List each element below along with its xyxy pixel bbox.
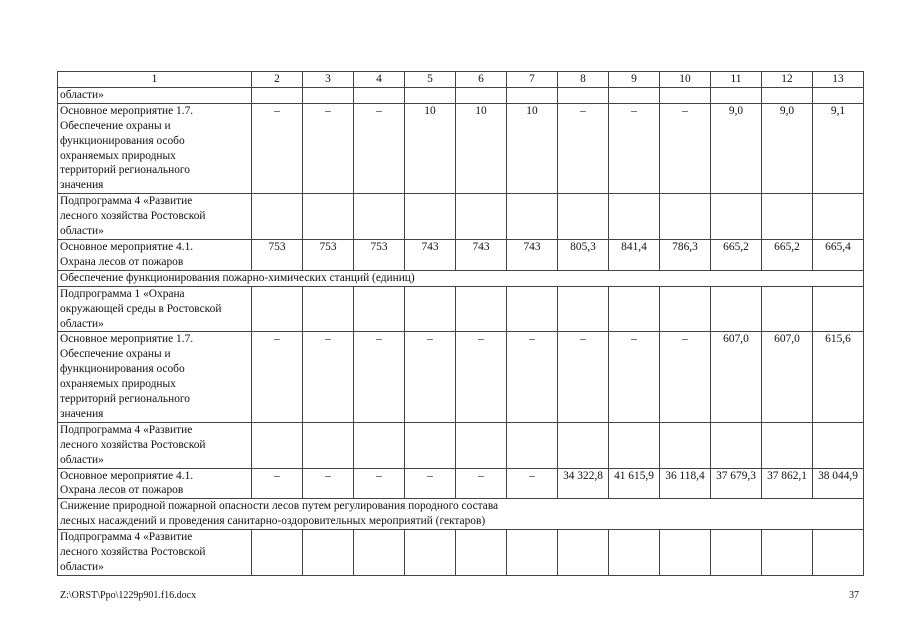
- value-cell: –: [252, 103, 303, 193]
- value-cell: –: [609, 103, 660, 193]
- value-cell: [354, 286, 405, 332]
- value-cell: 38 044,9: [813, 468, 864, 499]
- table-header-row: [58, 72, 864, 88]
- row-name-line: лесного хозяйства Ростовской: [60, 438, 206, 451]
- row-name-cell: [58, 194, 252, 240]
- value-cell: [252, 422, 303, 468]
- column-header: 3: [303, 72, 354, 88]
- row-name-line: значения: [60, 179, 104, 192]
- value-cell: 37 862,1: [762, 468, 813, 499]
- value-cell: 36 118,4: [660, 468, 711, 499]
- column-header: 11: [711, 72, 762, 88]
- value-cell: 743: [507, 239, 558, 270]
- value-cell: 607,0: [762, 332, 813, 422]
- row-name-cell: [58, 530, 252, 576]
- value-cell: 665,2: [762, 239, 813, 270]
- table-row: [58, 87, 864, 103]
- value-cell: 9,0: [762, 103, 813, 193]
- row-name-line: охраняемых природных: [60, 149, 176, 162]
- table-row: [58, 270, 864, 286]
- value-cell: [405, 530, 456, 576]
- value-cell: [558, 87, 609, 103]
- section-heading-line: Снижение природной пожарной опасности лесов путем регулирования породного состава: [60, 500, 499, 513]
- row-name-line: функционирования особо: [60, 363, 185, 376]
- value-cell: [507, 530, 558, 576]
- row-name-line: Подпрограмма 1 «Охрана: [60, 287, 185, 300]
- value-cell: [762, 422, 813, 468]
- row-name-line: Охрана лесов от пожаров: [60, 255, 184, 268]
- value-cell: [252, 87, 303, 103]
- column-header: 4: [354, 72, 405, 88]
- value-cell: [405, 194, 456, 240]
- value-cell: [252, 194, 303, 240]
- row-name-cell: [58, 332, 252, 422]
- value-cell: 805,3: [558, 239, 609, 270]
- value-cell: [507, 422, 558, 468]
- column-header: 7: [507, 72, 558, 88]
- section-heading-line: лесных насаждений и проведения санитарно-оздоровительных мероприятий (гектаров): [60, 515, 486, 528]
- column-header: 2: [252, 72, 303, 88]
- value-cell: 10: [456, 103, 507, 193]
- value-cell: [762, 194, 813, 240]
- value-cell: [711, 87, 762, 103]
- section-heading-cell: [58, 270, 864, 286]
- value-cell: –: [609, 332, 660, 422]
- value-cell: 607,0: [711, 332, 762, 422]
- value-cell: 743: [456, 239, 507, 270]
- section-heading-cell: [58, 499, 864, 530]
- value-cell: –: [507, 332, 558, 422]
- value-cell: [711, 194, 762, 240]
- value-cell: [558, 194, 609, 240]
- row-name-line: Обеспечение охраны и: [60, 348, 171, 361]
- value-cell: [813, 286, 864, 332]
- value-cell: [456, 194, 507, 240]
- value-cell: [558, 530, 609, 576]
- row-name-line: Основное мероприятие 1.7.: [60, 333, 194, 346]
- table-row: [58, 422, 864, 468]
- column-header: 5: [405, 72, 456, 88]
- value-cell: [660, 422, 711, 468]
- row-name-line: области»: [60, 225, 104, 238]
- value-cell: [354, 530, 405, 576]
- value-cell: –: [660, 332, 711, 422]
- value-cell: 743: [405, 239, 456, 270]
- value-cell: 665,4: [813, 239, 864, 270]
- value-cell: –: [660, 103, 711, 193]
- value-cell: –: [303, 332, 354, 422]
- value-cell: [405, 87, 456, 103]
- value-cell: [303, 530, 354, 576]
- value-cell: [303, 194, 354, 240]
- row-name-cell: [58, 468, 252, 499]
- table-row: [58, 286, 864, 332]
- value-cell: –: [456, 468, 507, 499]
- value-cell: [405, 286, 456, 332]
- value-cell: [813, 530, 864, 576]
- row-name-line: Основное мероприятие 4.1.: [60, 469, 194, 482]
- value-cell: 34 322,8: [558, 468, 609, 499]
- column-header: 1: [58, 72, 252, 88]
- row-name-line: лесного хозяйства Ростовской: [60, 210, 206, 223]
- row-name-cell: [58, 239, 252, 270]
- value-cell: [303, 286, 354, 332]
- value-cell: [609, 422, 660, 468]
- table-row: [58, 530, 864, 576]
- value-cell: [456, 530, 507, 576]
- value-cell: [609, 87, 660, 103]
- value-cell: –: [405, 332, 456, 422]
- row-name-line: области»: [60, 88, 104, 101]
- row-name-line: лесного хозяйства Ростовской: [60, 546, 206, 559]
- value-cell: 615,6: [813, 332, 864, 422]
- row-name-line: окружающей среды в Ростовской: [60, 302, 222, 315]
- value-cell: [813, 194, 864, 240]
- value-cell: 41 615,9: [609, 468, 660, 499]
- value-cell: [252, 286, 303, 332]
- value-cell: –: [354, 103, 405, 193]
- value-cell: [354, 422, 405, 468]
- row-name-line: области»: [60, 561, 104, 573]
- value-cell: [609, 286, 660, 332]
- row-name-line: территорий регионального: [60, 164, 190, 177]
- value-cell: [609, 530, 660, 576]
- value-cell: –: [252, 468, 303, 499]
- value-cell: 37 679,3: [711, 468, 762, 499]
- value-cell: [456, 87, 507, 103]
- value-cell: [558, 422, 609, 468]
- table-row: [58, 499, 864, 530]
- value-cell: [813, 87, 864, 103]
- column-header: 8: [558, 72, 609, 88]
- value-cell: –: [558, 332, 609, 422]
- table-row: [58, 239, 864, 270]
- value-cell: 841,4: [609, 239, 660, 270]
- table-row: [58, 194, 864, 240]
- value-cell: –: [405, 468, 456, 499]
- value-cell: [762, 87, 813, 103]
- value-cell: –: [252, 332, 303, 422]
- row-name-line: значения: [60, 407, 104, 420]
- page-number: 37: [849, 590, 859, 601]
- row-name-line: Основное мероприятие 4.1.: [60, 240, 194, 253]
- row-name-line: охраняемых природных: [60, 378, 176, 391]
- column-header: 6: [456, 72, 507, 88]
- value-cell: [303, 422, 354, 468]
- value-cell: –: [303, 468, 354, 499]
- value-cell: [405, 422, 456, 468]
- row-name-line: территорий регионального: [60, 393, 190, 406]
- column-header: 12: [762, 72, 813, 88]
- row-name-line: Основное мероприятие 1.7.: [60, 104, 194, 117]
- value-cell: –: [354, 468, 405, 499]
- value-cell: [660, 194, 711, 240]
- value-cell: 665,2: [711, 239, 762, 270]
- value-cell: –: [456, 332, 507, 422]
- table-row: [58, 103, 864, 193]
- value-cell: [354, 194, 405, 240]
- column-header: 10: [660, 72, 711, 88]
- value-cell: 753: [252, 239, 303, 270]
- value-cell: [711, 286, 762, 332]
- value-cell: 10: [405, 103, 456, 193]
- value-cell: [558, 286, 609, 332]
- value-cell: [660, 530, 711, 576]
- row-name-line: области»: [60, 317, 104, 330]
- value-cell: 9,1: [813, 103, 864, 193]
- table-row: [58, 468, 864, 499]
- value-cell: [609, 194, 660, 240]
- section-heading-line: Обеспечение функционирования пожарно-химических станций (единиц): [60, 271, 415, 284]
- value-cell: [762, 286, 813, 332]
- value-cell: [813, 422, 864, 468]
- value-cell: –: [507, 468, 558, 499]
- row-name-line: Подпрограмма 4 «Развитие: [60, 195, 193, 208]
- value-cell: –: [354, 332, 405, 422]
- column-header: 9: [609, 72, 660, 88]
- value-cell: [660, 87, 711, 103]
- row-name-line: Обеспечение охраны и: [60, 119, 171, 132]
- value-cell: 753: [303, 239, 354, 270]
- value-cell: [354, 87, 405, 103]
- value-cell: [252, 530, 303, 576]
- value-cell: [456, 422, 507, 468]
- table-row: [58, 332, 864, 422]
- value-cell: [303, 87, 354, 103]
- row-name-line: Охрана лесов от пожаров: [60, 484, 184, 497]
- row-name-line: области»: [60, 453, 104, 466]
- value-cell: 786,3: [660, 239, 711, 270]
- value-cell: [456, 286, 507, 332]
- row-name-cell: [58, 422, 252, 468]
- row-name-line: функционирования особо: [60, 134, 185, 147]
- row-name-line: Подпрограмма 4 «Развитие: [60, 423, 193, 436]
- value-cell: –: [303, 103, 354, 193]
- value-cell: [762, 530, 813, 576]
- value-cell: [711, 530, 762, 576]
- value-cell: 753: [354, 239, 405, 270]
- value-cell: –: [558, 103, 609, 193]
- value-cell: [507, 286, 558, 332]
- row-name-line: Подпрограмма 4 «Развитие: [60, 531, 193, 544]
- document-file-path: Z:\ORST\Ppo\1229p901.f16.docx: [60, 590, 197, 601]
- value-cell: [507, 194, 558, 240]
- row-name-cell: [58, 103, 252, 193]
- value-cell: [711, 422, 762, 468]
- value-cell: 10: [507, 103, 558, 193]
- column-header: 13: [813, 72, 864, 88]
- row-name-cell: [58, 286, 252, 332]
- value-cell: [507, 87, 558, 103]
- indicator-table: [57, 71, 864, 576]
- value-cell: [660, 286, 711, 332]
- value-cell: 9,0: [711, 103, 762, 193]
- row-name-cell: [58, 87, 252, 103]
